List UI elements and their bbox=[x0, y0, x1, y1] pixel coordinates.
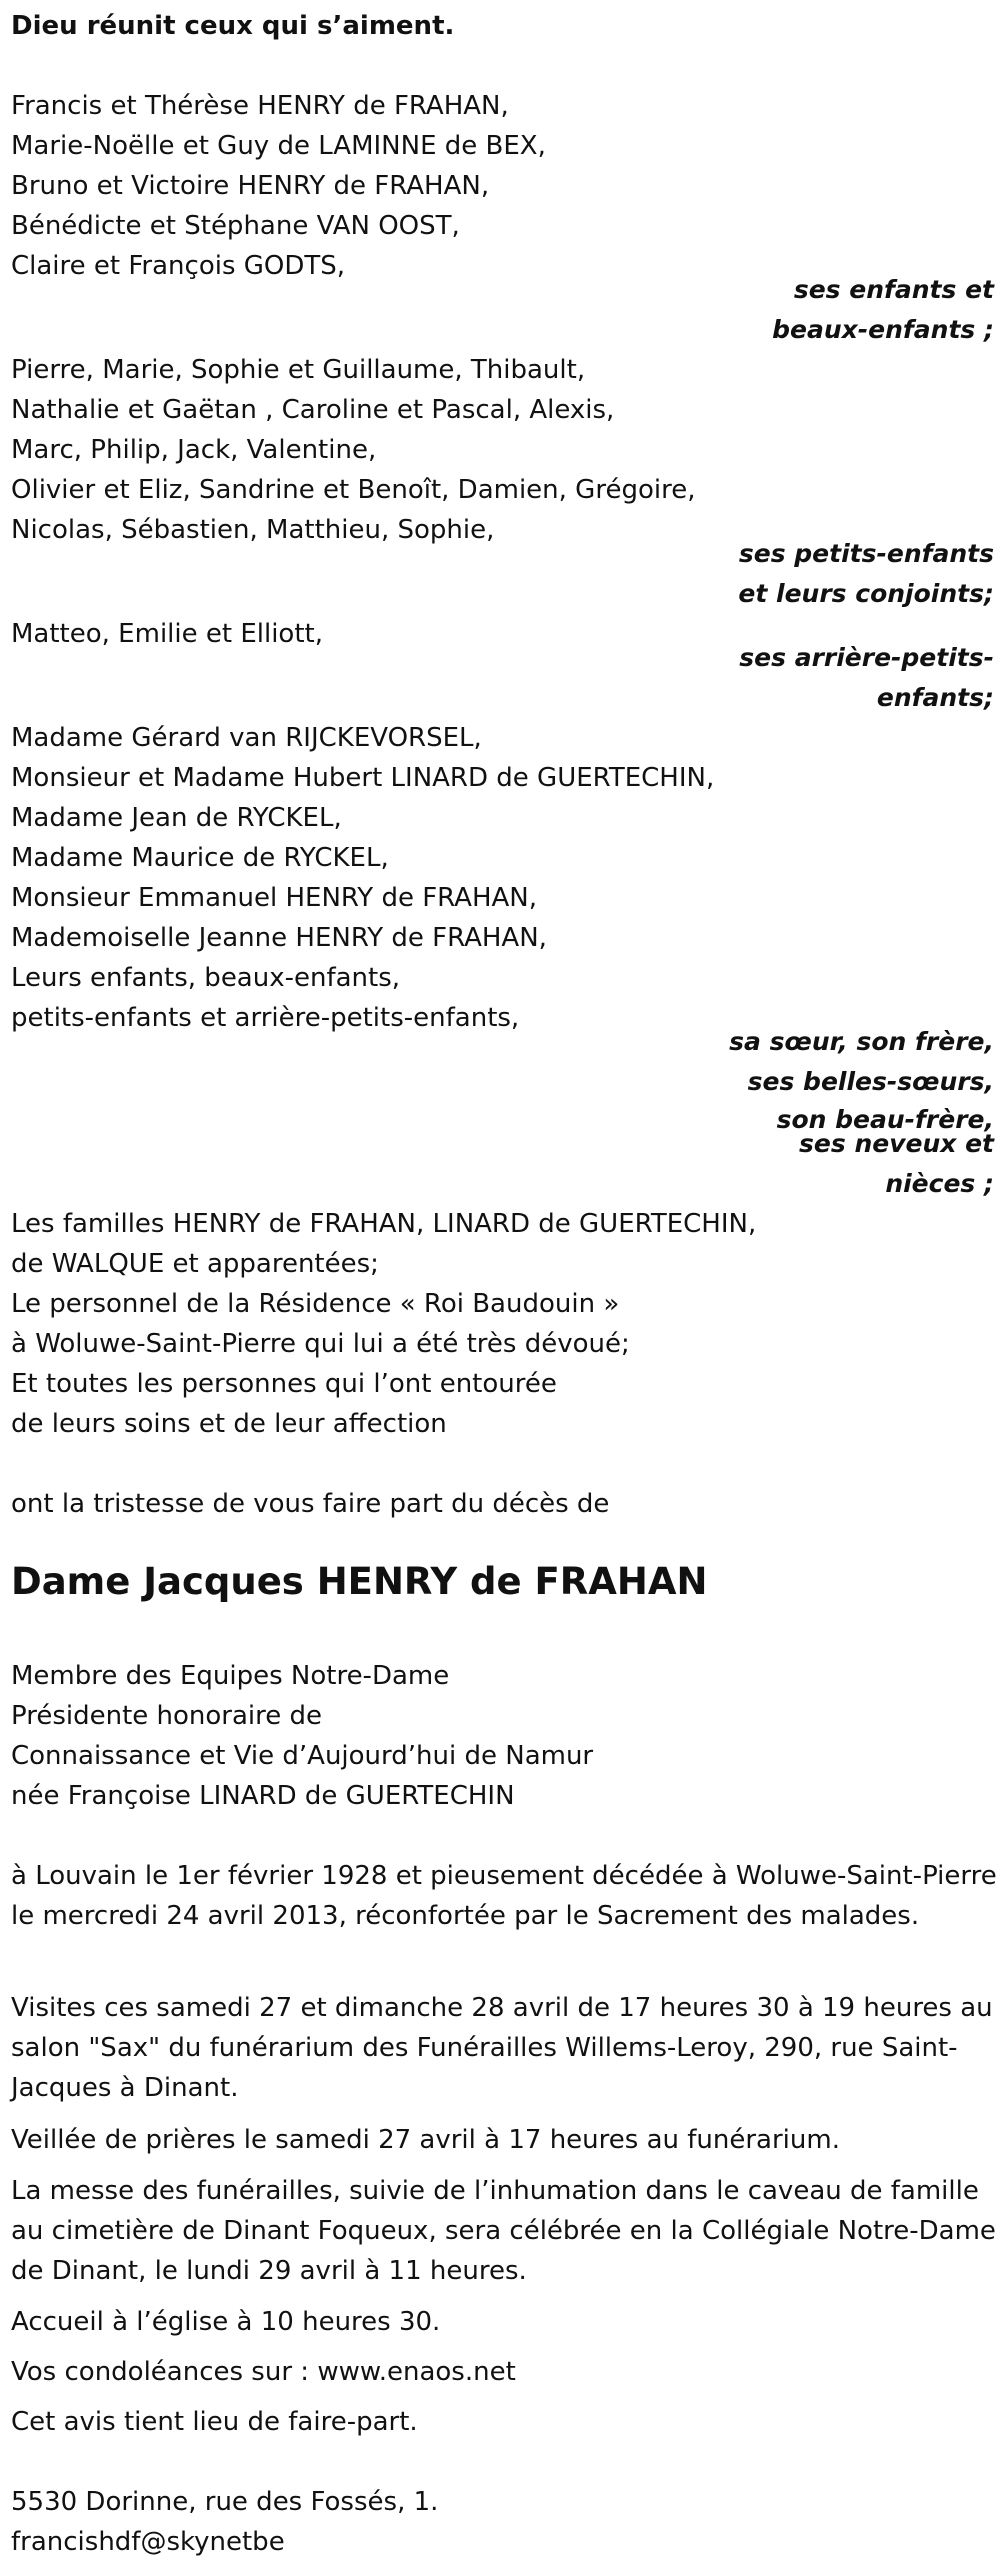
grandchildren-role: ses petits-enfants bbox=[738, 539, 994, 568]
families-line: Et toutes les personnes qui l’ont entourée bbox=[11, 1369, 557, 1399]
children-line: Bénédicte et Stéphane VAN OOST, bbox=[11, 211, 460, 241]
families-line: à Woluwe-Saint-Pierre qui lui a été très dévoué; bbox=[11, 1329, 630, 1359]
grandchildren-line: Marc, Philip, Jack, Valentine, bbox=[11, 435, 377, 465]
siblings-role: ses neveux et bbox=[799, 1129, 994, 1158]
siblings-role: son beau-frère, bbox=[776, 1105, 994, 1134]
families-line: Les familles HENRY de FRAHAN, LINARD de GUERTECHIN, bbox=[11, 1209, 757, 1239]
siblings-line: Monsieur Emmanuel HENRY de FRAHAN, bbox=[11, 883, 538, 913]
children-line: Francis et Thérèse HENRY de FRAHAN, bbox=[11, 91, 509, 121]
title-line: née Françoise LINARD de GUERTECHIN bbox=[11, 1781, 515, 1811]
children-role: beaux-enfants ; bbox=[772, 315, 994, 344]
great-grandchildren-line: Matteo, Emilie et Elliott, bbox=[11, 619, 323, 649]
notice-paragraph: Cet avis tient lieu de faire-part. bbox=[11, 2407, 418, 2437]
great-grandchildren-role: ses arrière-petits- bbox=[739, 643, 994, 672]
welcome-paragraph: Accueil à l’église à 10 heures 30. bbox=[11, 2307, 441, 2337]
children-role: ses enfants et bbox=[793, 275, 994, 304]
grandchildren-line: Nicolas, Sébastien, Matthieu, Sophie, bbox=[11, 515, 495, 545]
email: francishdf@skynetbe bbox=[11, 2527, 285, 2557]
siblings-role: nièces ; bbox=[885, 1169, 994, 1198]
children-line: Marie-Noëlle et Guy de LAMINNE de BEX, bbox=[11, 131, 546, 161]
grandchildren-line: Olivier et Eliz, Sandrine et Benoît, Damien, Grégoire, bbox=[11, 475, 696, 505]
families-line: de WALQUE et apparentées; bbox=[11, 1249, 379, 1279]
birth-death-paragraph: à Louvain le 1er février 1928 et pieusement décédée à Woluwe-Saint-Pierre le mercredi 24 avril 2013, réconfortée par le Sacrement des malades. bbox=[11, 1861, 997, 1931]
siblings-line: Leurs enfants, beaux-enfants, bbox=[11, 963, 401, 993]
mass-paragraph: La messe des funérailles, suivie de l’inhumation dans le caveau de famille au cimetière de Dinant Foqueux, sera célébrée en la Collégiale Notre-Dame de Dinant, le lundi 29 avril à 11 heures. bbox=[11, 2176, 996, 2286]
children-line: Bruno et Victoire HENRY de FRAHAN, bbox=[11, 171, 490, 201]
vigil-paragraph: Veillée de prières le samedi 27 avril à 17 heures au funérarium. bbox=[11, 2125, 840, 2155]
siblings-line: Madame Gérard van RIJCKEVORSEL, bbox=[11, 723, 482, 753]
great-grandchildren-role: enfants; bbox=[876, 683, 994, 712]
title-line: Présidente honoraire de bbox=[11, 1701, 323, 1731]
families-line: Le personnel de la Résidence « Roi Baudouin » bbox=[11, 1289, 620, 1319]
deceased-name: Dame Jacques HENRY de FRAHAN bbox=[11, 1560, 708, 1603]
grandchildren-line: Nathalie et Gaëtan , Caroline et Pascal, Alexis, bbox=[11, 395, 615, 425]
children-line: Claire et François GODTS, bbox=[11, 251, 346, 281]
siblings-line: Mademoiselle Jeanne HENRY de FRAHAN, bbox=[11, 923, 547, 953]
address: 5530 Dorinne, rue des Fossés, 1. bbox=[11, 2487, 439, 2517]
grandchildren-line: Pierre, Marie, Sophie et Guillaume, Thibault, bbox=[11, 355, 586, 385]
announcement: ont la tristesse de vous faire part du décès de bbox=[11, 1489, 610, 1519]
title-line: Membre des Equipes Notre-Dame bbox=[11, 1661, 450, 1691]
siblings-line: Monsieur et Madame Hubert LINARD de GUERTECHIN, bbox=[11, 763, 715, 793]
siblings-line: petits-enfants et arrière-petits-enfants, bbox=[11, 1003, 520, 1033]
siblings-role: ses belles-sœurs, bbox=[747, 1067, 994, 1096]
siblings-role: sa sœur, son frère, bbox=[729, 1027, 994, 1056]
families-line: de leurs soins et de leur affection bbox=[11, 1409, 447, 1439]
siblings-line: Madame Maurice de RYCKEL, bbox=[11, 843, 389, 873]
visits-paragraph: Visites ces samedi 27 et dimanche 28 avril de 17 heures 30 à 19 heures au salon "Sax" du funérarium des Funérailles Willems-Leroy, 290, rue Saint-Jacques à Dinant. bbox=[11, 1993, 993, 2103]
grandchildren-role: et leurs conjoints; bbox=[738, 579, 994, 608]
motto: Dieu réunit ceux qui s’aiment. bbox=[11, 11, 455, 41]
siblings-line: Madame Jean de RYCKEL, bbox=[11, 803, 342, 833]
condolences-paragraph: Vos condoléances sur : www.enaos.net bbox=[11, 2357, 516, 2387]
title-line: Connaissance et Vie d’Aujourd’hui de Namur bbox=[11, 1741, 594, 1771]
